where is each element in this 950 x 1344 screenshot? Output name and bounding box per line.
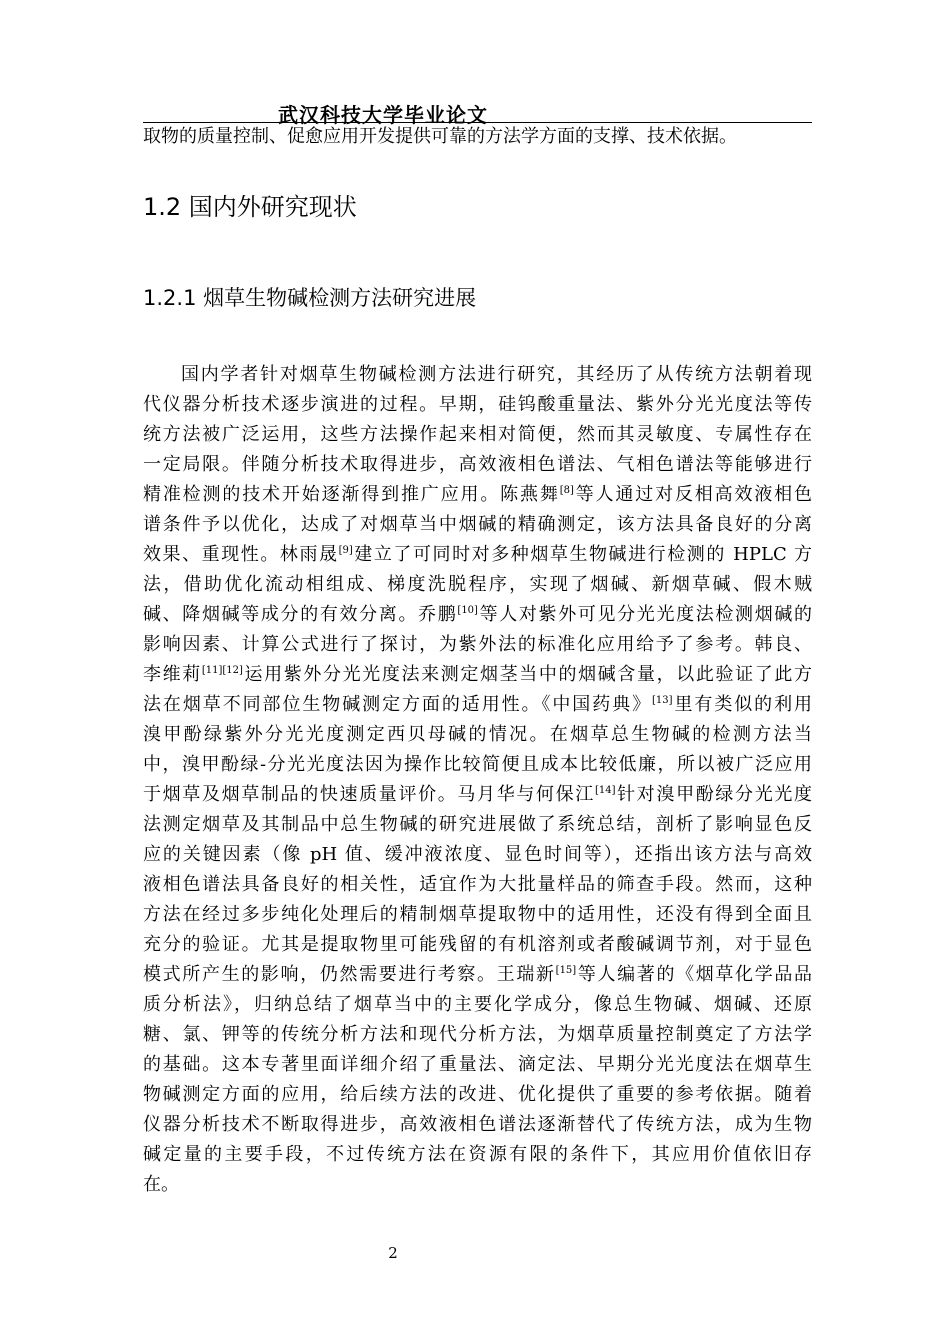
citation-marker: [14]	[594, 785, 616, 796]
section-heading: 1.2 国内外研究现状	[143, 193, 357, 221]
paragraph-line: 统方法被广泛运用，这些方法操作起来相对简便，然而其灵敏度、专属性存在	[143, 424, 812, 445]
paragraph-line: 仪器分析技术不断取得进步，高效液相色谱法逐渐替代了传统方法，成为生物	[143, 1114, 812, 1135]
paragraph-line: 法，借助优化流动相组成、梯度洗脱程序，实现了烟碱、新烟草碱、假木贼	[143, 574, 812, 595]
paragraph-line: 效果、重现性。林雨晟[9]建立了可同时对多种烟草生物碱进行检测的 HPLC 方	[143, 544, 812, 565]
paragraph-line: 法测定烟草及其制品中总生物碱的研究进展做了系统总结，剖析了影响显色反	[143, 814, 812, 835]
paragraph-line: 的基础。这本专著里面详细介绍了重量法、滴定法、早期分光光度法在烟草生	[143, 1054, 812, 1075]
paragraph-line: 糖、氯、钾等的传统分析方法和现代分析方法，为烟草质量控制奠定了方法学	[143, 1024, 812, 1045]
paragraph-line: 中，溴甲酚绿-分光光度法因为操作比较简便且成本比较低廉，所以被广泛应用	[143, 754, 812, 775]
citation-marker: [11][12]	[201, 665, 243, 676]
paragraph-line: 国内学者针对烟草生物碱检测方法进行研究，其经历了从传统方法朝着现	[181, 364, 812, 385]
citation-marker: [10]	[457, 605, 478, 616]
page-number: 2	[388, 1244, 398, 1262]
citation-marker: [8]	[559, 485, 574, 496]
paragraph-line: 碱、降烟碱等成分的有效分离。乔鹏[10]等人对紫外可见分光光度法检测烟碱的	[143, 604, 813, 625]
paragraph-line: 于烟草及烟草制品的快速质量评价。马月华与何保江[14]针对溴甲酚绿分光光度	[143, 784, 813, 805]
subsection-heading: 1.2.1 烟草生物碱检测方法研究进展	[143, 286, 477, 310]
paragraph-line: 碱定量的主要手段，不过传统方法在资源有限的条件下，其应用价值依旧存	[143, 1144, 812, 1165]
continuation-line: 取物的质量控制、促愈应用开发提供可靠的方法学方面的支撑、技术依据。	[143, 126, 737, 147]
paragraph-line: 谱条件予以优化，达成了对烟草当中烟碱的精确测定，该方法具备良好的分离	[143, 514, 812, 535]
paragraph-line: 质分析法》，归纳总结了烟草当中的主要化学成分，像总生物碱、烟碱、还原	[143, 994, 812, 1015]
paragraph-line: 李维莉[11][12]运用紫外分光光度法来测定烟茎当中的烟碱含量，以此验证了此方	[143, 664, 813, 685]
citation-marker: [13]	[652, 695, 673, 706]
paragraph-line: 影响因素、计算公式进行了探讨，为紫外法的标准化应用给予了参考。韩良、	[143, 634, 812, 655]
paragraph-line: 一定局限。伴随分析技术取得进步，高效液相色谱法、气相色谱法等能够进行	[143, 454, 812, 475]
paragraph-line: 方法在经过多步纯化处理后的精制烟草提取物中的适用性，还没有得到全面且	[143, 904, 812, 925]
paragraph-line: 模式所产生的影响，仍然需要进行考察。王瑞新[15]等人编著的《烟草化学品品	[143, 964, 813, 985]
paragraph-line: 代仪器分析技术逐步演进的过程。早期，硅钨酸重量法、紫外分光光度法等传	[143, 394, 812, 415]
paragraph-line: 应的关键因素（像 pH 值、缓冲液浓度、显色时间等），还指出该方法与高效	[143, 844, 812, 865]
citation-marker: [15]	[555, 965, 577, 976]
running-header-title: 武汉科技大学毕业论文	[278, 103, 488, 127]
header-divider	[143, 122, 812, 123]
paragraph-line: 在。	[143, 1174, 179, 1195]
paragraph-line: 液相色谱法具备良好的相关性，适宜作为大批量样品的筛查手段。然而，这种	[143, 874, 812, 895]
paragraph-line: 溴甲酚绿紫外分光光度测定西贝母碱的情况。在烟草总生物碱的检测方法当	[143, 724, 812, 745]
paragraph-line: 充分的验证。尤其是提取物里可能残留的有机溶剂或者酸碱调节剂，对于显色	[143, 934, 812, 955]
paragraph-line: 精准检测的技术开始逐渐得到推广应用。陈燕舞[8]等人通过对反相高效液相色	[143, 484, 813, 505]
paragraph-line: 物碱测定方面的应用，给后续方法的改进、优化提供了重要的参考依据。随着	[143, 1084, 812, 1105]
citation-marker: [9]	[338, 545, 353, 556]
paragraph-line: 法在烟草不同部位生物碱测定方面的适用性。《中国药典》[13]里有类似的利用	[143, 694, 813, 715]
